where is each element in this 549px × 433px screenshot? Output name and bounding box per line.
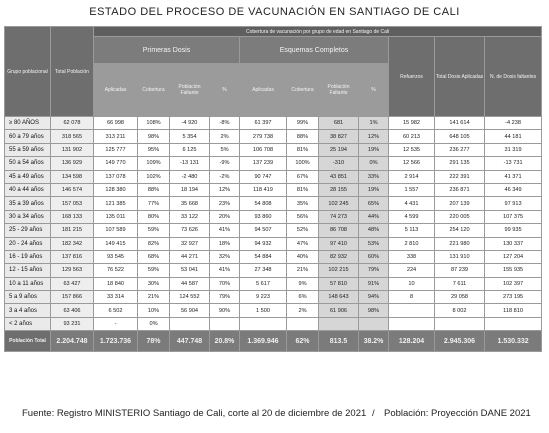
data-cell: 100%: [287, 157, 319, 170]
subheader-esquema-faltante: Población Faltante: [319, 64, 359, 117]
age-group-cell: < 2 años: [5, 317, 51, 330]
age-group-cell: 10 a 11 años: [5, 277, 51, 290]
data-cell: 182 342: [51, 237, 94, 250]
age-group-cell: 3 a 4 años: [5, 304, 51, 317]
data-cell: 79%: [359, 264, 389, 277]
data-cell: 35%: [287, 197, 319, 210]
data-cell: 66 998: [94, 117, 138, 130]
data-cell: 25 194: [319, 143, 359, 156]
data-cell: 93 860: [240, 210, 287, 223]
data-cell: 68%: [138, 250, 170, 263]
data-cell: 168 133: [51, 210, 94, 223]
data-cell: 136 929: [51, 157, 94, 170]
data-cell: 2 914: [389, 170, 435, 183]
data-cell: 4 599: [389, 210, 435, 223]
data-cell: 93 231: [51, 317, 94, 330]
age-group-cell: 20 - 24 años: [5, 237, 51, 250]
data-cell: -310: [319, 157, 359, 170]
data-cell: 54 884: [240, 250, 287, 263]
total-cell: 1.369.946: [240, 331, 287, 352]
data-cell: 102 215: [319, 264, 359, 277]
subheader-primera-cobertura: Cobertura: [138, 64, 170, 117]
total-cell: 38.2%: [359, 331, 389, 352]
data-cell: 222 391: [435, 170, 485, 183]
data-cell: 107 589: [94, 224, 138, 237]
data-cell: 59%: [138, 264, 170, 277]
data-cell: 4 431: [389, 197, 435, 210]
table-row: [5, 237, 542, 250]
data-cell: 87 239: [435, 264, 485, 277]
data-cell: 21%: [287, 264, 319, 277]
total-cell: 447.748: [170, 331, 210, 352]
table-row: [5, 317, 542, 330]
age-group-cell: 5 a 9 años: [5, 291, 51, 304]
data-cell: 82%: [138, 237, 170, 250]
subheader-esquema-pct: %: [359, 64, 389, 117]
table-row: [5, 143, 542, 156]
data-cell: 102 245: [319, 197, 359, 210]
data-cell: 47%: [287, 237, 319, 250]
total-cell: 2.945.306: [435, 331, 485, 352]
data-cell: 137 816: [51, 250, 94, 263]
data-cell: 31 319: [485, 143, 542, 156]
data-cell: 0%: [359, 157, 389, 170]
data-cell: 30%: [138, 277, 170, 290]
data-cell: 35 668: [170, 197, 210, 210]
data-cell: 15 982: [389, 117, 435, 130]
data-cell: 2 810: [389, 237, 435, 250]
footer-source: Fuente: Registro MINISTERIO Santiago de Cali, corte al 20 de diciembre de 2021: [22, 408, 367, 419]
age-group-cell: 60 a 79 años: [5, 130, 51, 143]
data-cell: 33 314: [94, 291, 138, 304]
data-cell: 207 139: [435, 197, 485, 210]
total-cell: 2.204.748: [51, 331, 94, 352]
footer-separator: /: [372, 408, 375, 419]
data-cell: 141 614: [435, 117, 485, 130]
data-cell: 146 574: [51, 183, 94, 196]
data-cell: 81%: [287, 183, 319, 196]
data-cell: 134 598: [51, 170, 94, 183]
data-cell: 149 415: [94, 237, 138, 250]
data-cell: 74 273: [319, 210, 359, 223]
data-cell: 98%: [138, 130, 170, 143]
data-cell: 5%: [210, 143, 240, 156]
data-cell: 254 120: [435, 224, 485, 237]
header-total: Total Dosis Aplicadas: [435, 37, 485, 117]
data-cell: 107 375: [485, 210, 542, 223]
data-cell: [389, 317, 435, 330]
data-cell: 121 385: [94, 197, 138, 210]
table-row: [5, 130, 542, 143]
data-cell: 224: [389, 264, 435, 277]
data-cell: 41 371: [485, 170, 542, 183]
data-cell: 95%: [138, 143, 170, 156]
total-cell: 20.8%: [210, 331, 240, 352]
subheader-primera-pct: %: [210, 64, 240, 117]
data-cell: 88%: [138, 183, 170, 196]
data-cell: 291 135: [435, 157, 485, 170]
data-cell: -8%: [210, 117, 240, 130]
data-cell: 131 910: [435, 250, 485, 263]
table-row: [5, 277, 542, 290]
data-cell: 20%: [210, 210, 240, 223]
data-cell: 181 215: [51, 224, 94, 237]
data-cell: [389, 304, 435, 317]
data-cell: [435, 317, 485, 330]
header-grupo: Grupo poblacional: [5, 27, 51, 117]
data-cell: 220 005: [435, 210, 485, 223]
header-esquemas: Esquemas Completos: [240, 37, 389, 64]
data-cell: 313 211: [94, 130, 138, 143]
data-cell: 18 194: [170, 183, 210, 196]
data-cell: 19%: [359, 183, 389, 196]
data-cell: 125 777: [94, 143, 138, 156]
data-cell: 118 419: [240, 183, 287, 196]
data-cell: 19%: [359, 143, 389, 156]
data-cell: 106 708: [240, 143, 287, 156]
data-cell: 29 058: [435, 291, 485, 304]
data-cell: 54 808: [240, 197, 287, 210]
data-cell: 86 708: [319, 224, 359, 237]
data-cell: 81%: [287, 143, 319, 156]
data-cell: 129 563: [51, 264, 94, 277]
data-cell: 5 113: [389, 224, 435, 237]
data-cell: 149 770: [94, 157, 138, 170]
age-group-cell: 35 a 39 años: [5, 197, 51, 210]
data-cell: 135 011: [94, 210, 138, 223]
data-cell: -4 920: [170, 117, 210, 130]
data-cell: 9 223: [240, 291, 287, 304]
data-cell: 108%: [138, 117, 170, 130]
table-row: [5, 224, 542, 237]
age-group-cell: 25 - 29 años: [5, 224, 51, 237]
table-row: [5, 304, 542, 317]
data-cell: 2%: [287, 304, 319, 317]
age-group-cell: 45 a 49 años: [5, 170, 51, 183]
data-cell: 124 552: [170, 291, 210, 304]
data-cell: 56%: [287, 210, 319, 223]
data-cell: [210, 317, 240, 330]
total-label: Población Total: [5, 331, 51, 352]
data-cell: 21%: [138, 291, 170, 304]
data-cell: 9%: [287, 277, 319, 290]
data-cell: 102 397: [485, 277, 542, 290]
total-cell: 128.204: [389, 331, 435, 352]
data-cell: 102%: [138, 170, 170, 183]
data-cell: 7 611: [435, 277, 485, 290]
data-cell: 23%: [210, 197, 240, 210]
data-cell: -13 731: [485, 157, 542, 170]
data-cell: 32%: [210, 250, 240, 263]
data-cell: 8: [389, 291, 435, 304]
total-cell: 1.530.332: [485, 331, 542, 352]
data-cell: 82 932: [319, 250, 359, 263]
header-primera-dosis: Primeras Dosis: [94, 37, 240, 64]
data-cell: 93 545: [94, 250, 138, 263]
data-cell: 0%: [138, 317, 170, 330]
data-cell: 48%: [359, 224, 389, 237]
data-cell: 77%: [138, 197, 170, 210]
data-cell: -9%: [210, 157, 240, 170]
subheader-primera-aplicadas: Aplicadas: [94, 64, 138, 117]
data-cell: 59%: [138, 224, 170, 237]
table-row: [5, 197, 542, 210]
data-cell: 80%: [138, 210, 170, 223]
data-cell: 33%: [359, 170, 389, 183]
data-cell: 88%: [287, 130, 319, 143]
data-cell: 236 871: [435, 183, 485, 196]
data-cell: 33 122: [170, 210, 210, 223]
data-cell: 65%: [359, 197, 389, 210]
data-cell: 6%: [287, 291, 319, 304]
data-cell: 221 980: [435, 237, 485, 250]
data-cell: 148 643: [319, 291, 359, 304]
data-cell: 90%: [210, 304, 240, 317]
data-cell: 94 507: [240, 224, 287, 237]
data-cell: 52%: [287, 224, 319, 237]
data-cell: 157 053: [51, 197, 94, 210]
table-row: [5, 264, 542, 277]
data-cell: 61 397: [240, 117, 287, 130]
data-cell: -2 480: [170, 170, 210, 183]
page-title: ESTADO DEL PROCESO DE VACUNACIÓN EN SANTIAGO DE CALI: [89, 6, 460, 18]
data-cell: 137 239: [240, 157, 287, 170]
data-cell: 73 626: [170, 224, 210, 237]
data-cell: 70%: [210, 277, 240, 290]
data-cell: 90 747: [240, 170, 287, 183]
data-cell: 157 866: [51, 291, 94, 304]
total-cell: 78%: [138, 331, 170, 352]
data-cell: 44 587: [170, 277, 210, 290]
data-cell: -: [94, 317, 138, 330]
data-cell: [359, 317, 389, 330]
data-cell: 91%: [359, 277, 389, 290]
data-cell: 127 204: [485, 250, 542, 263]
data-cell: 137 078: [94, 170, 138, 183]
table-row: [5, 291, 542, 304]
data-cell: 43 851: [319, 170, 359, 183]
data-cell: 53%: [359, 237, 389, 250]
data-cell: 97 913: [485, 197, 542, 210]
data-cell: 32 927: [170, 237, 210, 250]
data-cell: 41%: [210, 224, 240, 237]
total-cell: 62%: [287, 331, 319, 352]
data-cell: 38 827: [319, 130, 359, 143]
data-cell: 10: [389, 277, 435, 290]
age-group-cell: 50 a 54 años: [5, 157, 51, 170]
data-cell: 130 337: [485, 237, 542, 250]
data-cell: 76 522: [94, 264, 138, 277]
data-cell: 12%: [210, 183, 240, 196]
data-cell: 94%: [359, 291, 389, 304]
data-cell: 18%: [210, 237, 240, 250]
data-cell: 681: [319, 117, 359, 130]
data-cell: 94 932: [240, 237, 287, 250]
age-group-cell: 12 - 15 años: [5, 264, 51, 277]
data-cell: -2%: [210, 170, 240, 183]
data-cell: 1%: [359, 117, 389, 130]
header-band: Cobertura de vacunación por grupo de edad en Santiago de Cali: [94, 27, 542, 37]
data-cell: 1 500: [240, 304, 287, 317]
data-cell: [240, 317, 287, 330]
data-cell: 28 155: [319, 183, 359, 196]
subheader-primera-faltante: Población Faltante: [170, 64, 210, 117]
data-cell: 5 354: [170, 130, 210, 143]
subheader-esquema-cobertura: Cobertura: [287, 64, 319, 117]
data-cell: 118 810: [485, 304, 542, 317]
data-cell: 12 535: [389, 143, 435, 156]
data-cell: -13 131: [170, 157, 210, 170]
table-row: [5, 210, 542, 223]
data-cell: 648 105: [435, 130, 485, 143]
data-cell: 41%: [210, 264, 240, 277]
data-cell: 63 406: [51, 304, 94, 317]
data-cell: 60 213: [389, 130, 435, 143]
data-cell: 10%: [138, 304, 170, 317]
data-cell: [287, 317, 319, 330]
data-cell: 56 904: [170, 304, 210, 317]
data-cell: 40%: [287, 250, 319, 263]
total-cell: 813.5: [319, 331, 359, 352]
vaccination-table: [4, 26, 542, 352]
data-cell: 27 348: [240, 264, 287, 277]
table-row: [5, 117, 542, 130]
data-cell: 97 410: [319, 237, 359, 250]
subheader-esquema-aplicadas: Aplicadas: [240, 64, 287, 117]
table-row: [5, 183, 542, 196]
data-cell: 5 617: [240, 277, 287, 290]
data-cell: 2%: [210, 130, 240, 143]
data-cell: 8 002: [435, 304, 485, 317]
data-cell: 79%: [210, 291, 240, 304]
data-cell: 109%: [138, 157, 170, 170]
age-group-cell: 30 a 34 años: [5, 210, 51, 223]
data-cell: 67%: [287, 170, 319, 183]
age-group-cell: ≥ 80 AÑOS: [5, 117, 51, 130]
data-cell: 338: [389, 250, 435, 263]
data-cell: 46 349: [485, 183, 542, 196]
header-pendiente: N. de Dosis faltantes: [485, 37, 542, 117]
age-group-cell: 16 - 19 años: [5, 250, 51, 263]
age-group-cell: 40 a 44 años: [5, 183, 51, 196]
data-cell: 6 125: [170, 143, 210, 156]
data-cell: 128 380: [94, 183, 138, 196]
data-cell: 62 078: [51, 117, 94, 130]
data-cell: [170, 317, 210, 330]
data-cell: 236 277: [435, 143, 485, 156]
total-cell: 1.723.736: [94, 331, 138, 352]
total-row: [5, 331, 542, 352]
footer-population: Población: Proyección DANE 2021: [384, 408, 531, 419]
data-cell: 44 271: [170, 250, 210, 263]
table-row: [5, 170, 542, 183]
data-cell: 279 738: [240, 130, 287, 143]
data-cell: 18 840: [94, 277, 138, 290]
data-cell: 61 906: [319, 304, 359, 317]
data-cell: 131 902: [51, 143, 94, 156]
data-cell: 12 566: [389, 157, 435, 170]
table-row: [5, 250, 542, 263]
data-cell: 53 041: [170, 264, 210, 277]
data-cell: -4 238: [485, 117, 542, 130]
data-cell: 63 427: [51, 277, 94, 290]
data-cell: 273 195: [485, 291, 542, 304]
header-poblacion: Total Población: [51, 27, 94, 117]
data-cell: 12%: [359, 130, 389, 143]
data-cell: 98%: [359, 304, 389, 317]
data-cell: 1 557: [389, 183, 435, 196]
data-cell: 6 502: [94, 304, 138, 317]
data-cell: 60%: [359, 250, 389, 263]
header-refuerzos: Refuerzos: [389, 37, 435, 117]
data-cell: 44%: [359, 210, 389, 223]
data-cell: 57 810: [319, 277, 359, 290]
data-cell: 155 935: [485, 264, 542, 277]
data-cell: [485, 317, 542, 330]
data-cell: [319, 317, 359, 330]
data-cell: 318 565: [51, 130, 94, 143]
table-row: [5, 157, 542, 170]
age-group-cell: 55 a 59 años: [5, 143, 51, 156]
data-cell: 99%: [287, 117, 319, 130]
data-cell: 99 935: [485, 224, 542, 237]
data-cell: 44 181: [485, 130, 542, 143]
